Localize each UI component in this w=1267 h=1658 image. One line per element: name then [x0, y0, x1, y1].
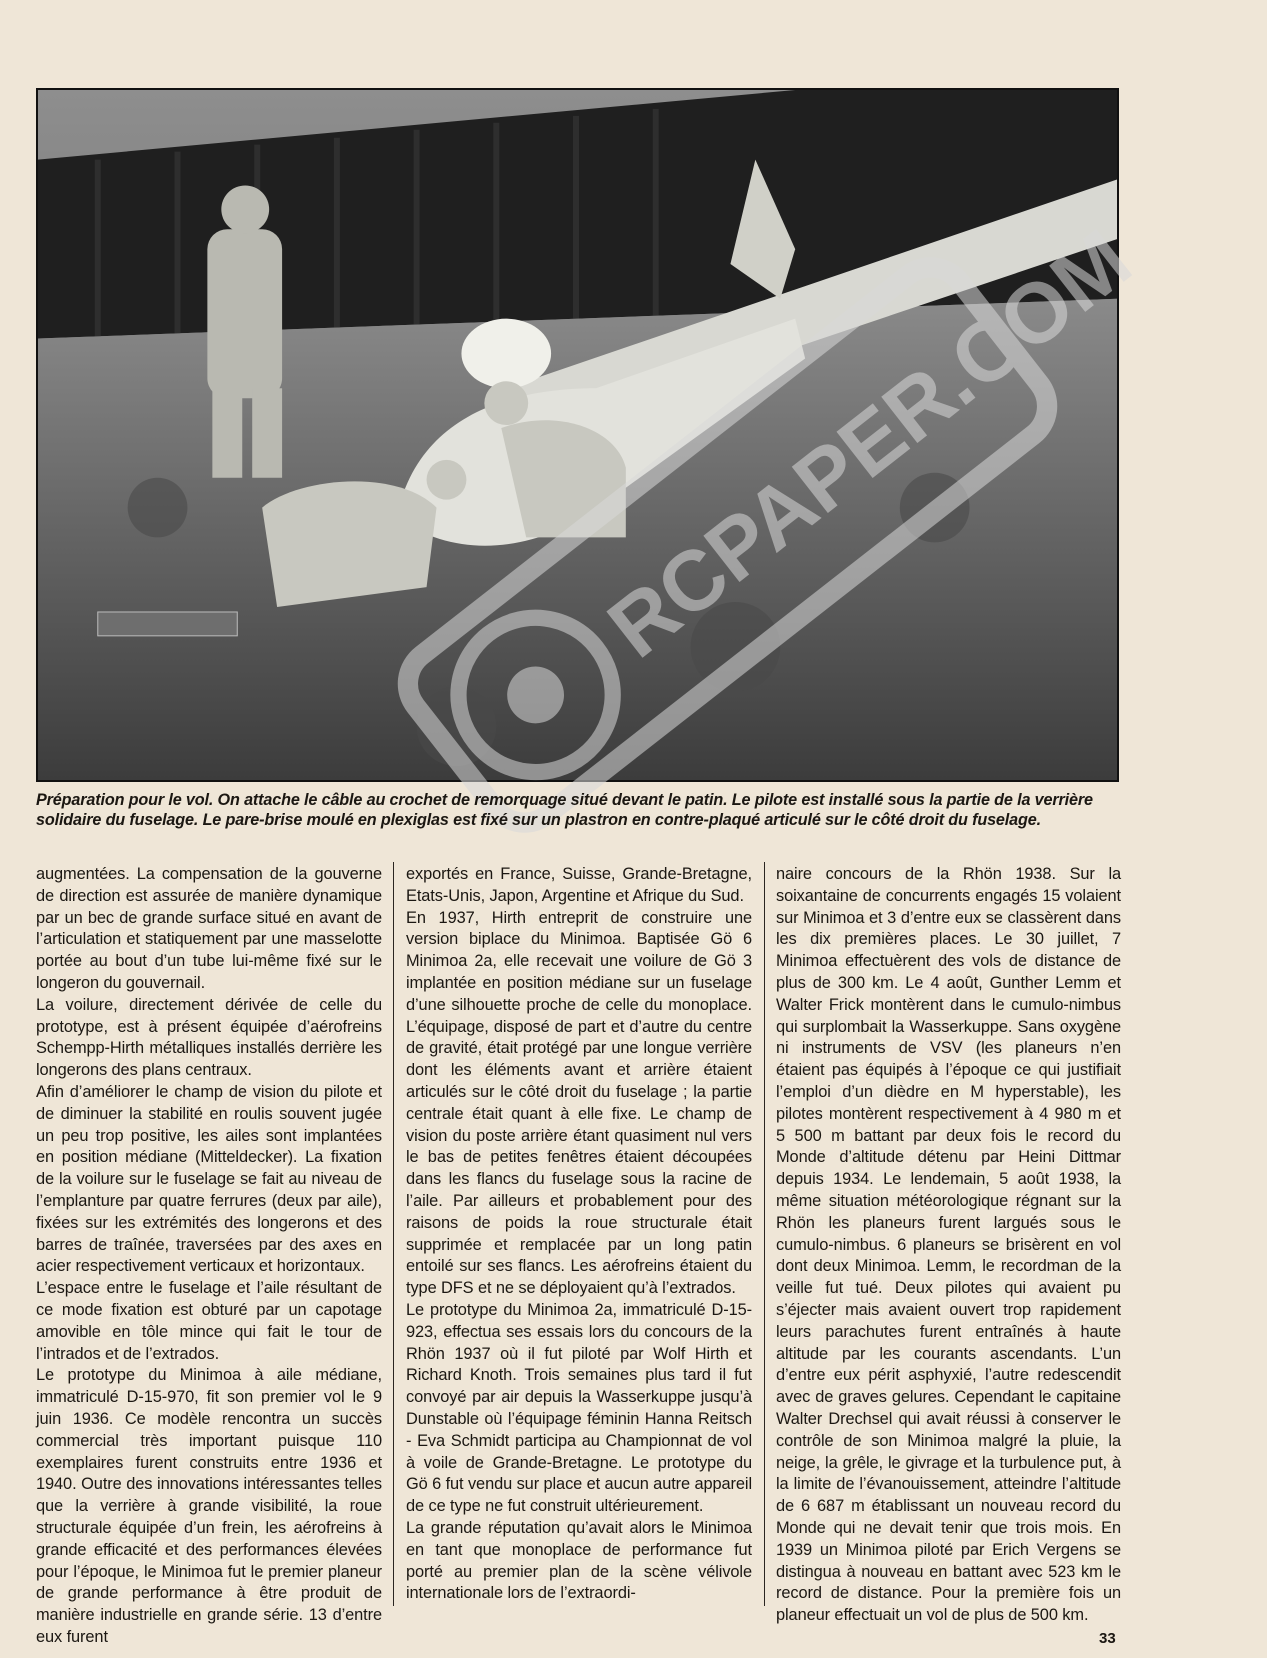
column-divider: [393, 862, 394, 1606]
paragraph: naire concours de la Rhön 1938. Sur la soixantaine de concurrents engagés 15 volaient sur Minimoa et 3 d’entre eux se classèrent dans les dix premières places. Le 30 juillet, 7 Minimoa effectuèrent des vols de distance de plus de 300 km. Le 4 août, Gunther Lemm et Walter Frick montèrent dans le cumulo-nimbus qui surplombait la Wasserkuppe. Sans oxygène ni instruments de VSV (les planeurs n’en étaient pas équipés à l’époque ce qui justifiait l’emploi d’un dièdre en M hyperstable), les pilotes montèrent respectivement à 4 980 m et 5 500 m battant par deux fois le record du Monde d’altitude détenu par Heini Dittmar depuis 1934. Le lendemain, 5 août 1938, la même situation météorologique régnant sur la Rhön les planeurs furent largués sous le cumulo-nimbus. 6 planeurs se brisèrent en vol dont deux Minimoa. Lemm, le recordman de la veille fut tué. Deux pilotes qui avaient pu s’éjecter mais avaient ouvert trop rapidement leurs parachutes furent entraînés à haute altitude par les courants ascendants. L’un d’entre eux périt asphyxié, l’autre redescendit avec de graves gelures. Cependant le capitaine Walter Drechsel qui avait réussi à conserver le contrôle de son Minimoa malgré la pluie, la neige, la grêle, le givrage et la turbulence put, à la limite de l’évanouissement, atteindre l’altitude de 6 687 m établissant un nouveau record du Monde qui ne devait tenir que trois mois. En 1939 un Minimoa piloté par Erich Vergens se distingua à nouveau en battant avec 523 km le record de distance. Pour la première fois un planeur effectuait un vol de plus de 500 km.: [776, 865, 1121, 1625]
text-column-2: [406, 864, 752, 1604]
text-column-1: [36, 864, 382, 1646]
glider-photo: [36, 88, 1149, 782]
paragraph: Le prototype du Minimoa 2a, immatriculé D-15-923, effectua ses essais lors du concours de la Rhön 1937 où il fut piloté par Wolf Hirth et Richard Knoth. Trois semaines plus tard il fut convoyé par air depuis la Wasserkuppe jusqu’à Dunstable où l’équipage féminin Hanna Reitsch - Eva Schmidt participa au Championnat de vol à voile de Grande-Bretagne. Le prototype du Gö 6 fut vendu sur place et aucun autre appareil de ce type ne fut construit ultérieurement.: [406, 1300, 753, 1516]
paragraph: augmentées. La compensation de la gouverne de direction est assurée de manière dynamique par un bec de grande surface situé en avant de l’articulation et statiquement par une masselotte portée au bout d’un tube lui-même fixé sur le longeron du gouvernail.: [36, 865, 382, 992]
paragraph: exportés en France, Suisse, Grande-Bretagne, Etats-Unis, Japon, Argentine et Afrique du Sud.: [406, 865, 752, 905]
paragraph: En 1937, Hirth entreprit de construire une version biplace du Minimoa. Baptisée Gö 6 Minimoa 2a, elle recevait une voilure de Gö 3 implantée en position médiane sur un fuselage d’une silhouette proche de celle du monoplace. L’équipage, disposé de part et d’autre du centre de gravité, était protégé par une longue verrière dont les éléments avant et arrière étaient articulés sur le côté droit du fuselage ; la partie centrale était quant à elle fixe. Le champ de vision du poste arrière étant quasiment nul vers le bas de petites fenêtres étaient découpées dans les flancs du fuselage sous la racine de l’aile. Par ailleurs et probablement pour des raisons de poids la roue structurale était supprimée et remplacée par un long patin entoilé sur ses flancs. Les aérofreins étaient du type DFS et ne se déployaient qu’à l’extrados.: [406, 908, 752, 1298]
paragraph: L’espace entre le fuselage et l’aile résultant de ce mode fixation est obturé par un capotage amovible en tôle mince qui fait le tour de l’intrados et de l’extrados.: [36, 1279, 382, 1363]
paragraph: La grande réputation qu’avait alors le Minimoa en tant que monoplace de performance fut porté au premier plan de la scène vélivole internationale lors de l’extraordi-: [406, 1518, 752, 1603]
paragraph: Le prototype du Minimoa à aile médiane, immatriculé D-15-970, fit son premier vol le 9 juin 1936. Ce modèle rencontra un succès commercial très important puisque 110 exemplaires furent construits entre 1936 et 1940. Outre des innovations intéressantes telles que la verrière à grande visibilité, la roue structurale équipée d’un frein, les aérofreins à grande efficacité et des performances élevées pour l’époque, le Minimoa fut le premier planeur de grande performance à être produit de manière industrielle en grande série. 13 d’entre eux furent: [36, 1366, 382, 1646]
photo-caption: Préparation pour le vol. On attache le câble au crochet de remorquage situé devant le patin. Le pilote est installé sous la partie de la verrière solidaire du fuselage. Le pare-brise moulé en plexiglas est fixé sur un plastron en contre-plaqué articulé sur le côté droit du fuselage.: [36, 791, 1093, 829]
page-number: 33: [1099, 1630, 1116, 1647]
watermark-text: RCPAPER.COM: [591, 211, 1149, 677]
text-column-3: [776, 864, 1121, 1625]
paragraph: Afin d’améliorer le champ de vision du pilote et de diminuer la stabilité en roulis souvent jugée un peu trop positive, les ailes sont implantées en position médiane (Mitteldecker). La fixation de la voilure sur le fuselage se fait au niveau de l’emplanture par quatre ferrures (deux par aile), fixées sur les extrémités des longerons et des barres de traînée, traversées par des axes en acier respectivement verticaux et horizontaux.: [36, 1082, 382, 1276]
paragraph: La voilure, directement dérivée de celle du prototype, est à présent équipée d’aérofreins Schempp-Hirth métalliques installés derrière les longerons des plans centraux.: [36, 995, 382, 1080]
column-divider: [764, 862, 765, 1606]
rcpaper-watermark: [188, 200, 1267, 890]
